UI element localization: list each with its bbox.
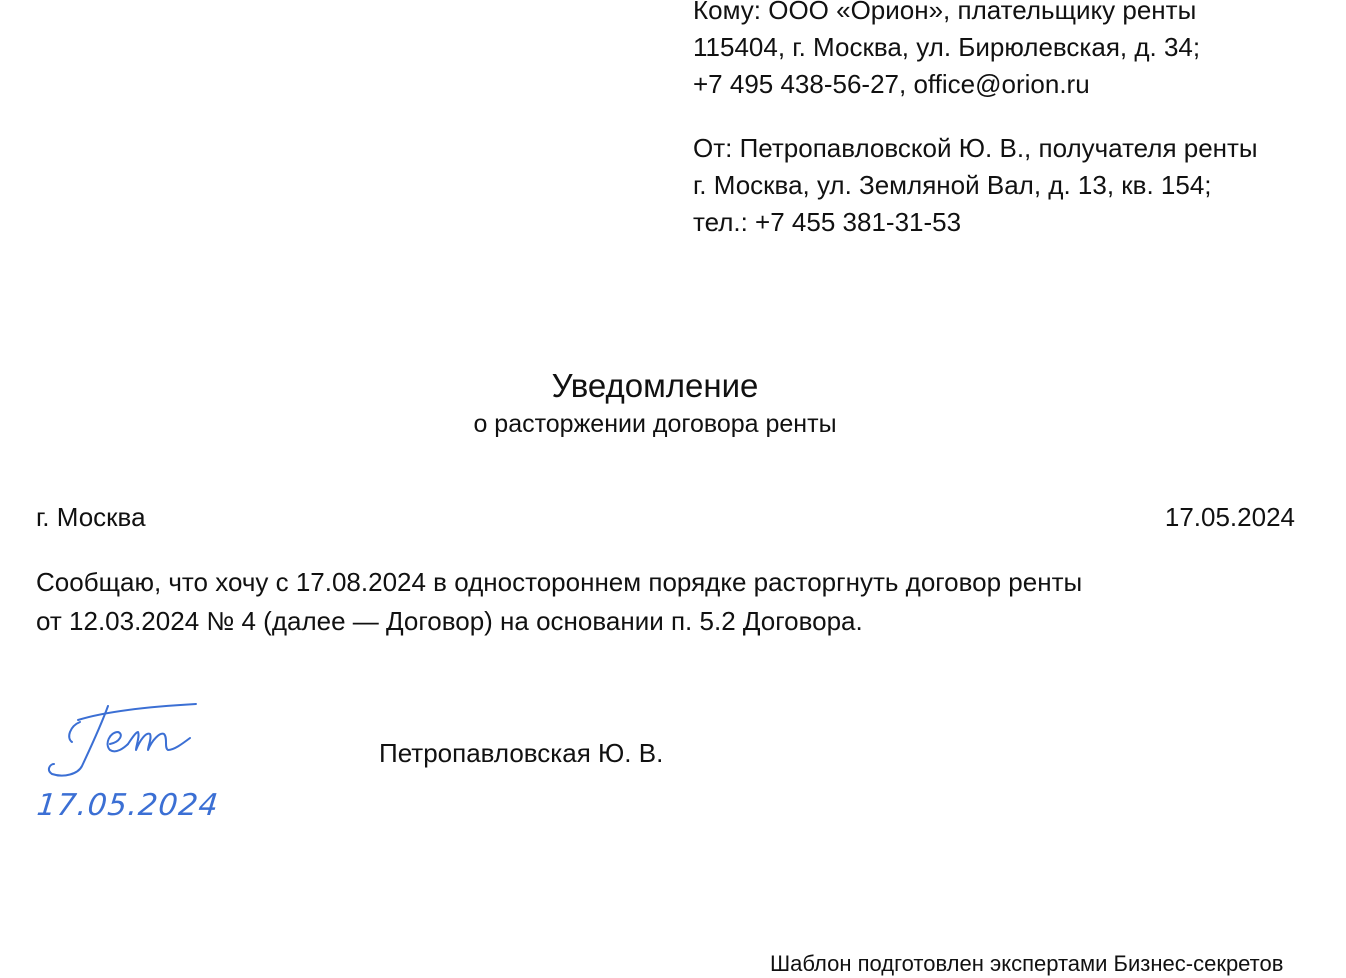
- sender-address: г. Москва, ул. Земляной Вал, д. 13, кв. 154;: [693, 170, 1212, 200]
- template-credit: Шаблон подготовлен экспертами Бизнес-секретов: [770, 951, 1284, 976]
- sender-phone: тел.: +7 455 381-31-53: [693, 207, 962, 237]
- recipient-contacts: +7 495 438-56-27, office@orion.ru: [693, 69, 1090, 99]
- sender-line: От: Петропавловской Ю. В., получателя ренты: [693, 133, 1258, 163]
- sender-block: [693, 130, 1258, 241]
- document-city: г. Москва: [36, 502, 146, 532]
- recipient-line: Кому: ООО «Орион», плательщику ренты: [693, 0, 1197, 25]
- signer-name: Петропавловская Ю. В.: [379, 738, 664, 768]
- document-date: 17.05.2024: [1164, 502, 1295, 532]
- recipient-block: [693, 0, 1200, 103]
- document-title: Уведомление: [551, 367, 759, 404]
- recipient-address: 115404, г. Москва, ул. Бирюлевская, д. 34;: [693, 32, 1201, 62]
- document-subtitle: о расторжении договора ренты: [473, 410, 837, 438]
- handwritten-signature-icon: [40, 698, 205, 785]
- document-body: [36, 563, 1082, 641]
- body-line: от 12.03.2024 № 4 (далее — Договор) на основании п. 5.2 Договора.: [36, 606, 863, 636]
- body-line: Сообщаю, что хочу с 17.08.2024 в одностороннем порядке расторгнуть договор ренты: [36, 567, 1083, 597]
- handwritten-date: 17.05.2024: [35, 788, 221, 823]
